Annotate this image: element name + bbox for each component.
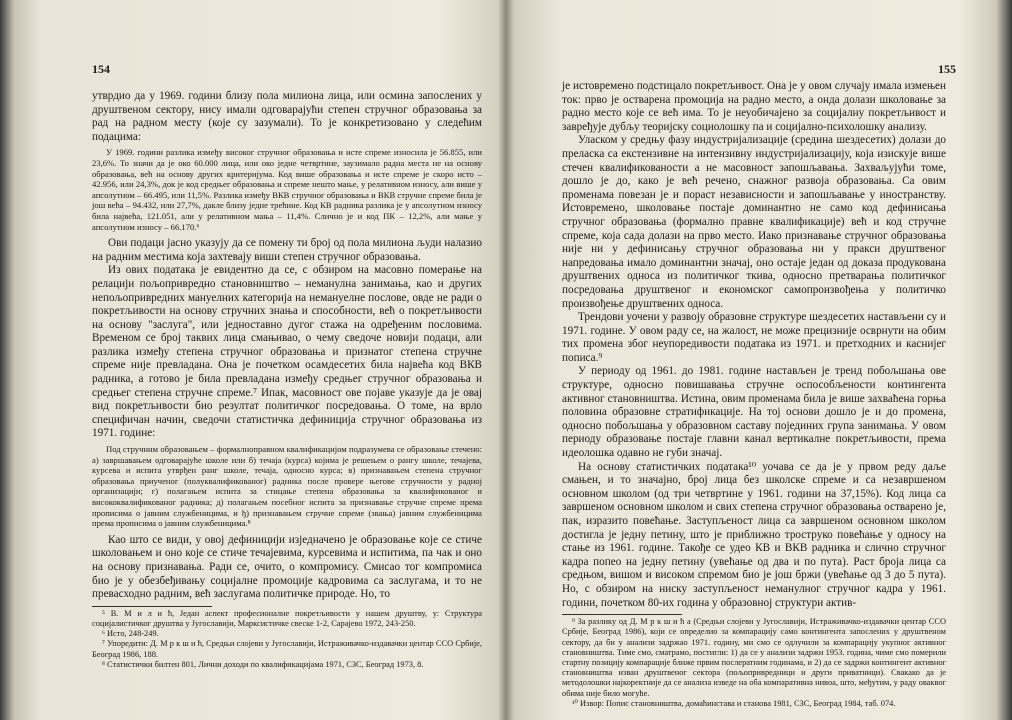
quote-text: У 1969. години разлика између високог стручног образовања и исте спреме износила је 56.855, или 23,6%. То значи да је око 60.000 лица, или око једне четвртине, заузимало радна места не на основу образовања, већ на основу других критеријума. Код више образовања и исте спреме је скоро исто – 42.956, или 24,3%, док је код средњег образовања и спреме нешто мање, у релативном износу, али више у апсолутном – 66.495, или 11,5%. Разлика између ВКВ стручног образовања и ВКВ стручне спреме била је још већа – 94.432, или 27,7%, дакле близу једне трећине. Код КВ радника разлика је у апсолутном износу била највећа, 121.051, али у релативном мања – 11,4%. Слично је и код ПК – 12,2%, али мање у апсолутном износу – 66.170.⁶: [92, 147, 482, 232]
page-number: 154: [92, 62, 110, 76]
block-quote: [92, 444, 482, 529]
paragraph: Као што се види, у овој дефиницији изједначено је образовање које се стиче школовањем и оно које се стиче течајевима, курсевима и испитима, па чак и оно на основу признавања. Ради се, очито, о компромису. Смисао тог компромиса био је у обезбеђивању социјалне промоције кадровима са заслугама, и то не превасходно радним, већ заслугама политичке природе. Но, то: [92, 533, 482, 601]
paragraph: је истовремено подстицало покретљивост. Она је у овом случају имала измењен ток: прво је остварена промоција на радно место, а онда долази школовање за радно место које се већ има. То је неуобичајено за социјалну покретљивост и завређује дубљу теоријску социолошку па и социјално-психолошку анализу.: [562, 80, 946, 133]
footnote: ⁹ За разлику од Д. М р к ш и ћ а (Средњи слојеви у Југославији, Истраживачко-издавачки центар ССО Србије, Београд 1986), који се определио за компарацију само контингента запослених у друштвеном сектору, да би у анализи задржао 1971. годину, ми смо се одлучили за компарацију укупног активног становништва. Тиме смо, сматрамо, постигли: 1) да се у анализи задржи 1953. година, чиме смо померили стартну позицију компарације ближе првим послератним годинама, и 2) да се задржи контингент активног становништва изван друштвеног сектора (пољопривредници и други приватници). Свакако да је методолошки најкоректније да се анализа изведе на оба компаративна нивоа, што, међутим, у раду оваквог обима није било могуће.: [562, 617, 946, 698]
footnotes: [562, 617, 946, 709]
block-quote: [92, 147, 482, 232]
right-page-text: [562, 80, 946, 709]
footnote: ⁸ Статистички билтен 801, Лични доходи по квалификацијама 1971, СЗС, Београд 1973, 8.: [102, 659, 424, 669]
footnote: ⁵ В. М и л и ћ, Један аспект професионалне покретљивости у нашем друштву, у: Структура социјалистичког друштва у Југославији, Марксистичке свеске 1-2, Сарајево 1972, 243-250.: [92, 608, 482, 628]
paragraph: У периоду од 1961. до 1981. године настављен је тренд побољшања ове структуре, односно повишавања стручне оспособљености контингента активног становништва. Истина, овим променама била је више захваћена горња половина образовне стратификације. На тој основи дошло је и до промена, односно побољшања у образовном саставу појединих група занимања. У овом периоду образовање постаје главни канал вертикалне покретљивости, према идеолошка одавно не губи значај.: [562, 365, 946, 460]
paragraph: Уласком у средњу фазу индустријализације (средина шездесетих) долази до преласка са екстензивне на интензивну индустријализацију, која изискује више стечен квалификованости а не масовност запошљавања. Захваљујући томе, дошло је до, како је већ речено, снажног развоја образовања. Са овим променама повезан је и пораст независности и запошљавање у иностранству. Истовремено, школовање постаје доминантно не само код дефинисања стручног образовања (формално правне квалификације) већ и код стручне спреме, која сада долази на прво место. Иако признавање стручног образовања није ни у дефинисању стручног образовања ни у пракси друштвеног напредовања имало доминантни значај, оно остаје један од доказа продукована друштвених односа из политичког ткива, односно претварања политичког посредовања друштвеног и економског самопроизвођења у политичко произвођење друштвених односа.: [562, 134, 946, 310]
paragraph: Ови подаци јасно указују да се помену ти број од пола милиона људи налазио на радним местима која захтевају виши степен стручног образовања.: [92, 237, 482, 263]
paragraph: утврдио да у 1969. години близу пола милиона лица, или осмина запослених у друштвеном сектору, нису имали одговарајући степен стручног образовања за рад на радном месту (које су зазумали). То је конкретизовано у следећим подацима:: [92, 90, 482, 143]
footnote: ⁶ Исто, 248-249.: [102, 629, 159, 639]
footnote: ⁷ Упоредити: Д. М р к ш и ћ, Средњи слојеви у Југославији, Истраживачко-издавачки центар ССО Србије, Београд 1986, 188.: [92, 639, 482, 659]
footnotes: [92, 609, 482, 670]
paragraph: На основу статистичких података¹⁰ уочава се да је у првом реду даље смањен, и то значајно, број лица без школске спреме и са незавршеном основном школом (од три четвртине у 1961. години на 37,15%). Код лица са завршеном основном школом и свих степена стручног образовања остварено је, пак, изразито повећање. Заступљеност лица са завршеном основном школом достигла је једну петину, што је приближно троструко повећање у односу на стање из 1961. године. Такође се удео КВ и ВКВ радника и слично стручног кадра попео на једну петину (увећање од два и по пута). Раст броја лица са средњом, вишом и високом спремом био је још бржи (увећање од 3 до 5 пута). Но, с обзиром на ниску заступљеност неманулног стручног кадра у 1961. години, почетком 80-их година у образовној структури актив-: [562, 460, 946, 609]
left-page: [70, 0, 480, 720]
right-page: [548, 0, 956, 720]
footnote: ¹⁰ Извор: Попис становништва, домаћинстава и станова 1981, СЗС, Београд 1984, таб. 074.: [572, 698, 896, 708]
page-number: 155: [938, 62, 956, 76]
paragraph: Трендови уочени у развоју образовне структуре шездесетих настављени су и 1971. године. У овом раду се, на жалост, не може прецизније осврнути на обим тих промена због неупоредивости података из 1971. и претходних и каснијег пописа.⁹: [562, 311, 946, 364]
paragraph: Из ових података је евидентно да се, с обзиром на масовно померање на релацији пољопривредно становништво – неманулна занимања, као и других непољопривредних мануелних категорија на немануелне послове, овде не ради о покретљивости на основу стручних знања и способности, већ о покретљивости на основу "заслуга", или једноставно дугог стажа на одређеним пословима. Временом се број таквих лица смањивао, о чему сведоче новији подаци, али разлика између степена стручног образовања и признатог степена стручне спреме није превладана. Она је почетком осамдесетих била највећа код ВКВ радника, а готово је била превладана између средњег стручног образовања и средњег степена стручне спреме.⁷ Ипак, масовност ове појаве указује да је овај вид покретљивости био резултат политичког посредовања. О томе, на врло специфичан начин, сведочи статистичка дефиниција стручног образовања из 1971. године:: [92, 264, 482, 440]
left-page-text: [92, 90, 482, 670]
footnote-divider: [92, 606, 212, 607]
footnote-divider: [562, 614, 682, 615]
quote-text: Под стручним образовањем – формалноправном квалификацијом подразумева се образовање стечено: а) завршавањем одговарајуће школе или б) течаја (курса) којима је решењем о рангу школе, течајева, курсева и испита утврђен ранг школе, течаја, односно курса; в) признавањем степена стручног образовања приученог (полуквалификованог) радника после провере његове стручности у радној организацији; г) полагањем испита за стицање степена образовања за квалификованог и висококвалификованог радника; д) полагањем посебног испита за признавање стручне спреме према прописима о јавним службеницима, и ђ) признавањем стручне спреме (звања) јавним службеницима према прописима о јавним службеницима.⁸: [92, 444, 482, 529]
